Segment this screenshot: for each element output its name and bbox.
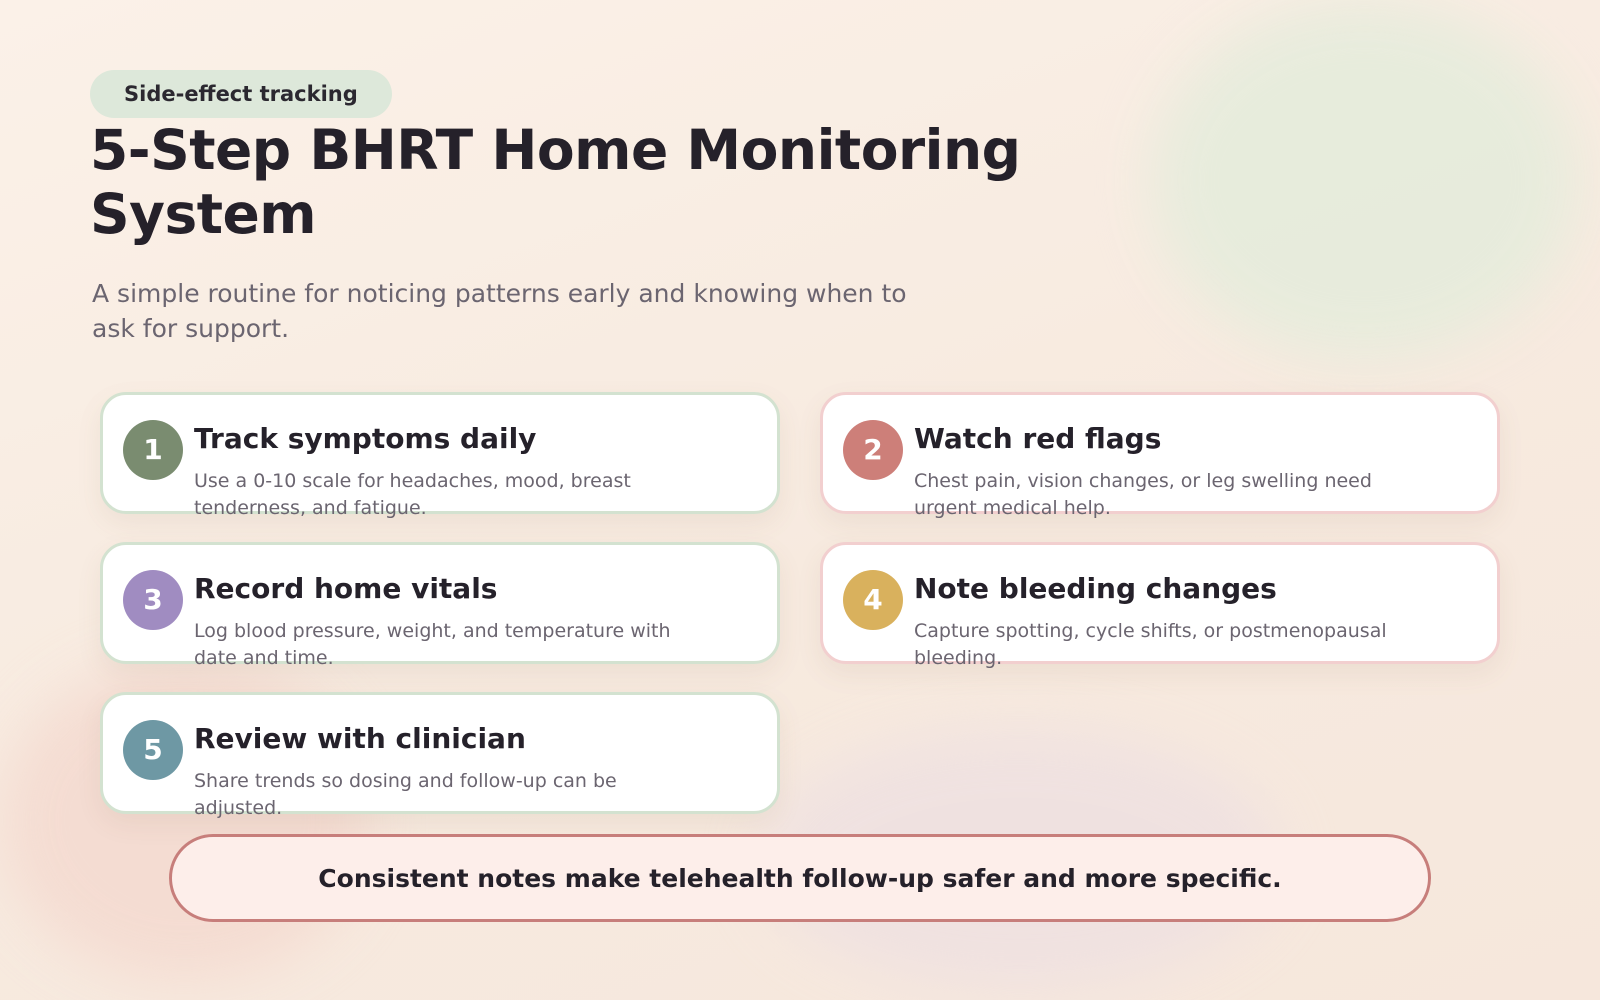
callout-banner bbox=[169, 834, 1431, 922]
step-description: Capture spotting, cycle shifts, or postmenopausal bleeding. bbox=[914, 620, 1387, 669]
step-number-badge: 1 bbox=[123, 420, 183, 480]
page-subtitle: A simple routine for noticing patterns early and knowing when to ask for support. bbox=[92, 279, 907, 343]
callout-text: Consistent notes make telehealth follow-up safer and more specific. bbox=[318, 863, 1282, 893]
decorative-blob-green bbox=[1150, 0, 1580, 360]
step-description: Log blood pressure, weight, and temperature with date and time. bbox=[194, 620, 671, 669]
step-number-badge: 4 bbox=[843, 570, 903, 630]
step-description: Share trends so dosing and follow-up can be adjusted. bbox=[194, 770, 617, 819]
step-title: Watch red flags bbox=[914, 422, 1162, 455]
page-title: 5-Step BHRT Home Monitoring System bbox=[90, 118, 1021, 246]
step-description: Chest pain, vision changes, or leg swelling need urgent medical help. bbox=[914, 470, 1372, 519]
eyebrow-pill: Side-effect tracking bbox=[90, 70, 392, 118]
step-card-4 bbox=[820, 542, 1500, 669]
step-card-1 bbox=[100, 392, 780, 519]
step-title: Record home vitals bbox=[194, 572, 498, 605]
step-card-2 bbox=[820, 392, 1500, 519]
step-number-badge: 3 bbox=[123, 570, 183, 630]
step-title: Review with clinician bbox=[194, 722, 526, 755]
step-number-badge: 5 bbox=[123, 720, 183, 780]
step-title: Note bleeding changes bbox=[914, 572, 1277, 605]
step-card-3 bbox=[100, 542, 780, 669]
step-title: Track symptoms daily bbox=[194, 422, 537, 455]
step-description: Use a 0-10 scale for headaches, mood, breast tenderness, and fatigue. bbox=[194, 470, 631, 519]
step-card-5 bbox=[100, 692, 780, 819]
step-number-badge: 2 bbox=[843, 420, 903, 480]
